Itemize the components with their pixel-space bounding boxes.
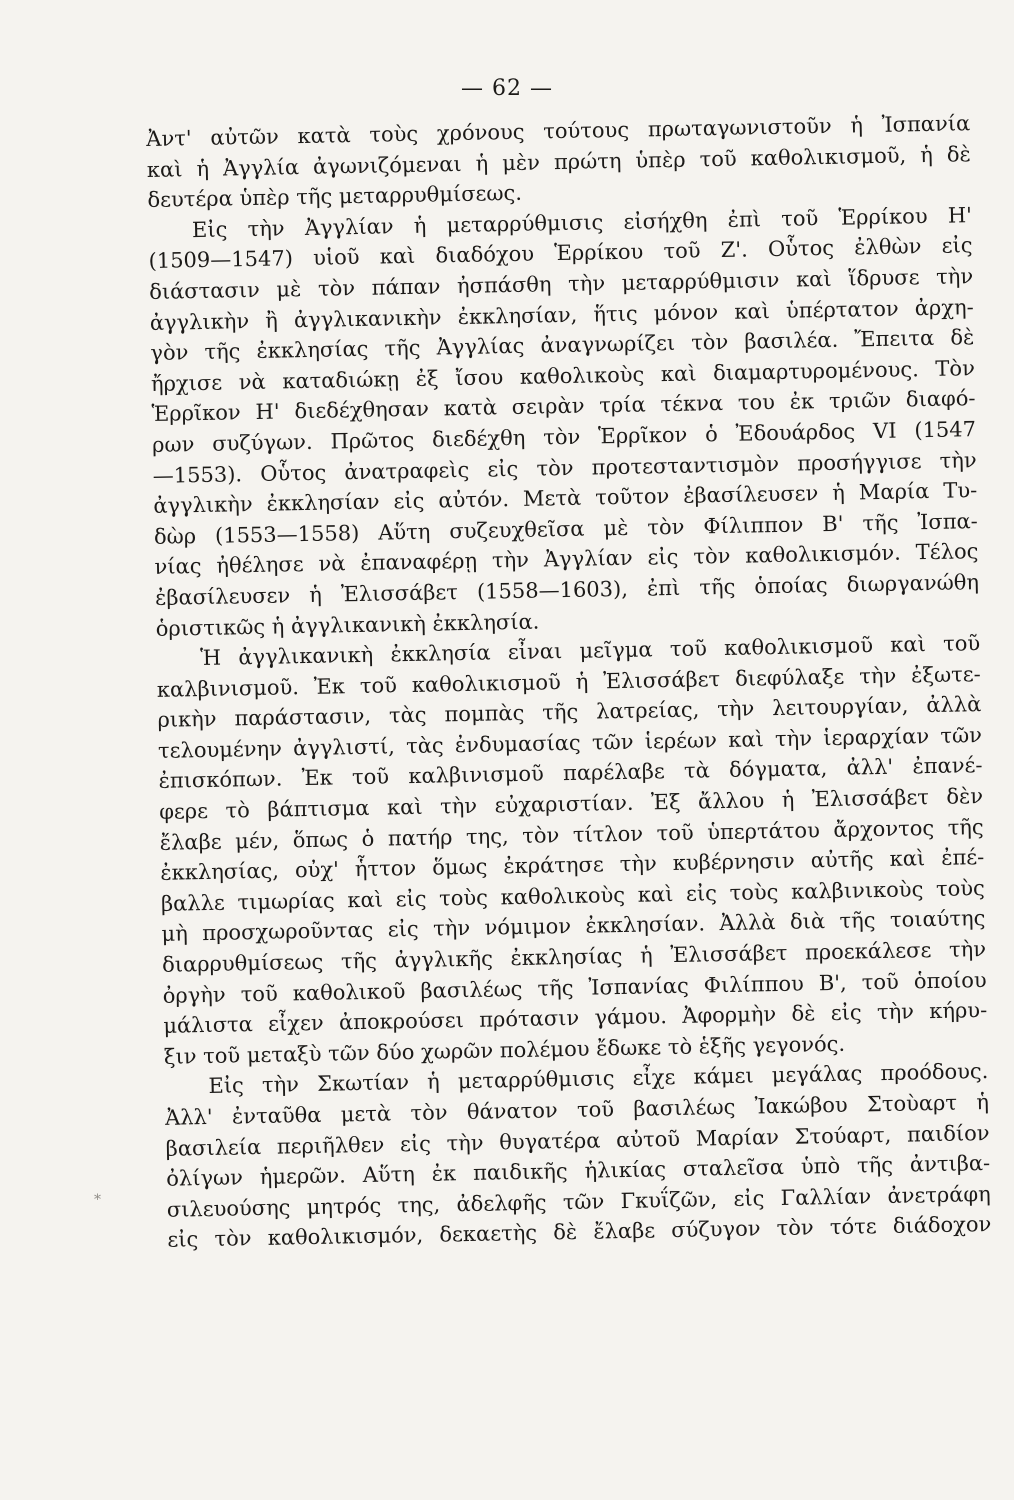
text-line: Ἀλλ' ἐνταῦθα μετὰ τὸν θάνατον τοῦ βασιλέως Ἰακώβου Στοὺαρτ ἡ (164, 1090, 990, 1130)
text-line: δὼρ (1553—1558) Αὕτη συζευχθεῖσα μὲ τὸν Φίλιππον Β' τῆς Ἰσπα- (153, 508, 979, 549)
text-line: ρων συζύγων. Πρῶτος διεδέχθη τὸν Ἑρρῖκον ὁ Ἐδουάρδος VI (1547 (151, 417, 977, 457)
text-line: μάλιστα εἶχεν ἀποκρούσει πρότασιν γάμου. Ἀφορμὴν δὲ εἰς τὴν κήρυ- (163, 998, 988, 1039)
text-line: —1553). Οὗτος ἀνατραφεὶς εἰς τὸν προτεσταντισμὸν προσήγγισε τὴν (152, 447, 977, 488)
text-line: γὸν τῆς ἐκκλησίας τῆς Ἀγγλίας ἀναγνωρίζει τὸν βασιλέα. Ἔπειτα δὲ (150, 325, 975, 366)
text-line: Ἡ ἀγγλικανικὴ ἐκκλησία εἶναι μεῖγμα τοῦ καθολικισμοῦ καὶ τοῦ (200, 631, 981, 671)
text-line: καὶ ἡ Ἀγγλία ἀγωνιζόμεναι ἡ μὲν πρώτη ὑπὲρ τοῦ καθολικισμοῦ, ἡ δὲ (146, 141, 971, 182)
text-line: ἐπισκόπων. Ἐκ τοῦ καλβινισμοῦ παρέλαβε τὰ δόγματα, ἀλλ' ἐπανέ- (158, 753, 983, 794)
text-line: εἰς τὸν καθολικισμόν, δεκαετὴς δὲ ἔλαβε σύζυγον τὸν τότε διάδοχον (167, 1212, 992, 1253)
text-line: ἐβασίλευσεν ἡ Ἐλισσάβετ (1558—1603), ἐπὶ τῆς ὁποίας διωργανώθη (154, 570, 980, 610)
text-line: Ἀντ' αὐτῶν κατὰ τοὺς χρόνους τούτους πρωταγωνιστοῦν ἡ Ἰσπανία (146, 111, 971, 151)
text-line: ἀγγλικὴν ἐκκλησίαν εἰς αὐτόν. Μετὰ τοῦτον ἐβασίλευσεν ἡ Μαρία Τυ- (153, 478, 978, 519)
text-line: (1509—1547) υἱοῦ καὶ διαδόχου Ἑρρίκου τοῦ Ζ'. Οὗτος ἐλθὼν εἰς (148, 233, 973, 274)
text-line: ὀργὴν τοῦ καθολικοῦ βασιλέως τῆς Ἰσπανίας Φιλίππου Β', τοῦ ὁποίου (162, 967, 987, 1008)
body-text (146, 108, 992, 1256)
text-line: μὴ προσχωροῦντας εἰς τὴν νόμιμον ἐκκλησίαν. Ἀλλὰ διὰ τῆς τοιαύτης (161, 906, 986, 947)
text-line: ἀγγλικὴν ἢ ἀγγλικανικὴν ἐκκλησίαν, ἥτις μόνον καὶ ὑπέρτατον ἀρχη- (149, 294, 974, 335)
text-line: φερε τὸ βάπτισμα καὶ τὴν εὐχαριστίαν. Ἐξ ἄλλου ἡ Ἐλισσάβετ δὲν (158, 784, 984, 824)
text-line: ρικὴν παράστασιν, τὰς πομπὰς τῆς λατρείας, τὴν λειτουργίαν, ἀλλὰ (157, 692, 982, 733)
text-line: καλβινισμοῦ. Ἐκ τοῦ καθολικισμοῦ ἡ Ἐλισσάβετ διεφύλαξε τὴν ἐξωτε- (156, 661, 981, 702)
margin-mark: * (94, 1192, 101, 1208)
text-line: Εἰς τὴν Ἀγγλίαν ἡ μεταρρύθμισις εἰσήχθη ἐπὶ τοῦ Ἑρρίκου Η' (191, 202, 973, 242)
text-line: δευτέρα ὑπὲρ τῆς μεταρρυθμίσεως. (147, 180, 523, 213)
text-line: ξιν τοῦ μεταξὺ τῶν δύο χωρῶν πολέμου ἔδωκε τὸ ἑξῆς γεγονός. (163, 1031, 846, 1069)
text-line: νίας ἠθέλησε νὰ ἐπαναφέρῃ τὴν Ἀγγλίαν εἰς τὸν καθολικισμόν. Τέλος (154, 539, 979, 580)
text-line: διαρρυθμίσεως τῆς ἀγγλικῆς ἐκκλησίας ἡ Ἐλισσάβετ προεκάλεσε τὴν (161, 937, 987, 977)
text-line: ὁριστικῶς ἡ ἀγγλικανικὴ ἐκκλησία. (155, 609, 540, 641)
text-line: βαλλε τιμωρίας καὶ εἰς τοὺς καθολικοὺς καὶ εἰς τοὺς καλβινικοὺς τοὺς (160, 875, 986, 916)
text-line: ἔλαβε μέν, ὅπως ὁ πατήρ της, τὸν τίτλον τοῦ ὑπερτάτου ἄρχοντος τῆς (159, 814, 984, 855)
text-line: ἤρχισε νὰ καταδιώκῃ ἐξ ἴσου καθολικοὺς καὶ διαμαρτυρομένους. Τὸν (150, 355, 976, 396)
text-line: ὀλίγων ἡμερῶν. Αὕτη ἐκ παιδικῆς ἡλικίας σταλεῖσα ὑπὸ τῆς ἀντιβα- (166, 1151, 991, 1191)
text-line: Εἰς τὴν Σκωτίαν ἡ μεταρρύθμισις εἶχε κάμει μεγάλας προόδους. (208, 1059, 989, 1099)
text-line: ἐκκλησίας, οὐχ' ἧττον ὅμως ἐκράτησε τὴν κυβέρνησιν αὐτῆς καὶ ἐπέ- (160, 845, 985, 886)
text-line: Ἑρρῖκον Η' διεδέχθησαν κατὰ σειρὰν τρία τέκνα του ἐκ τριῶν διαφό- (151, 386, 976, 427)
text-line: βασιλεία περιῆλθεν εἰς τὴν θυγατέρα αὐτοῦ Μαρίαν Στούαρτ, παιδίον (165, 1120, 990, 1161)
page-number: — 62 — (461, 76, 553, 101)
text-line: διάστασιν μὲ τὸν πάπαν ἠσπάσθη τὴν μεταρρύθμισιν καὶ ἵδρυσε τὴν (148, 264, 974, 304)
text-line: τελουμένην ἀγγλιστί, τὰς ἐνδυμασίας τῶν ἱερέων καὶ τὴν ἱεραρχίαν τῶν (157, 722, 983, 763)
text-line: σιλευούσης μητρός της, ἀδελφῆς τῶν Γκυΐζῶν, εἰς Γαλλίαν ἀνετράφη (166, 1181, 991, 1222)
